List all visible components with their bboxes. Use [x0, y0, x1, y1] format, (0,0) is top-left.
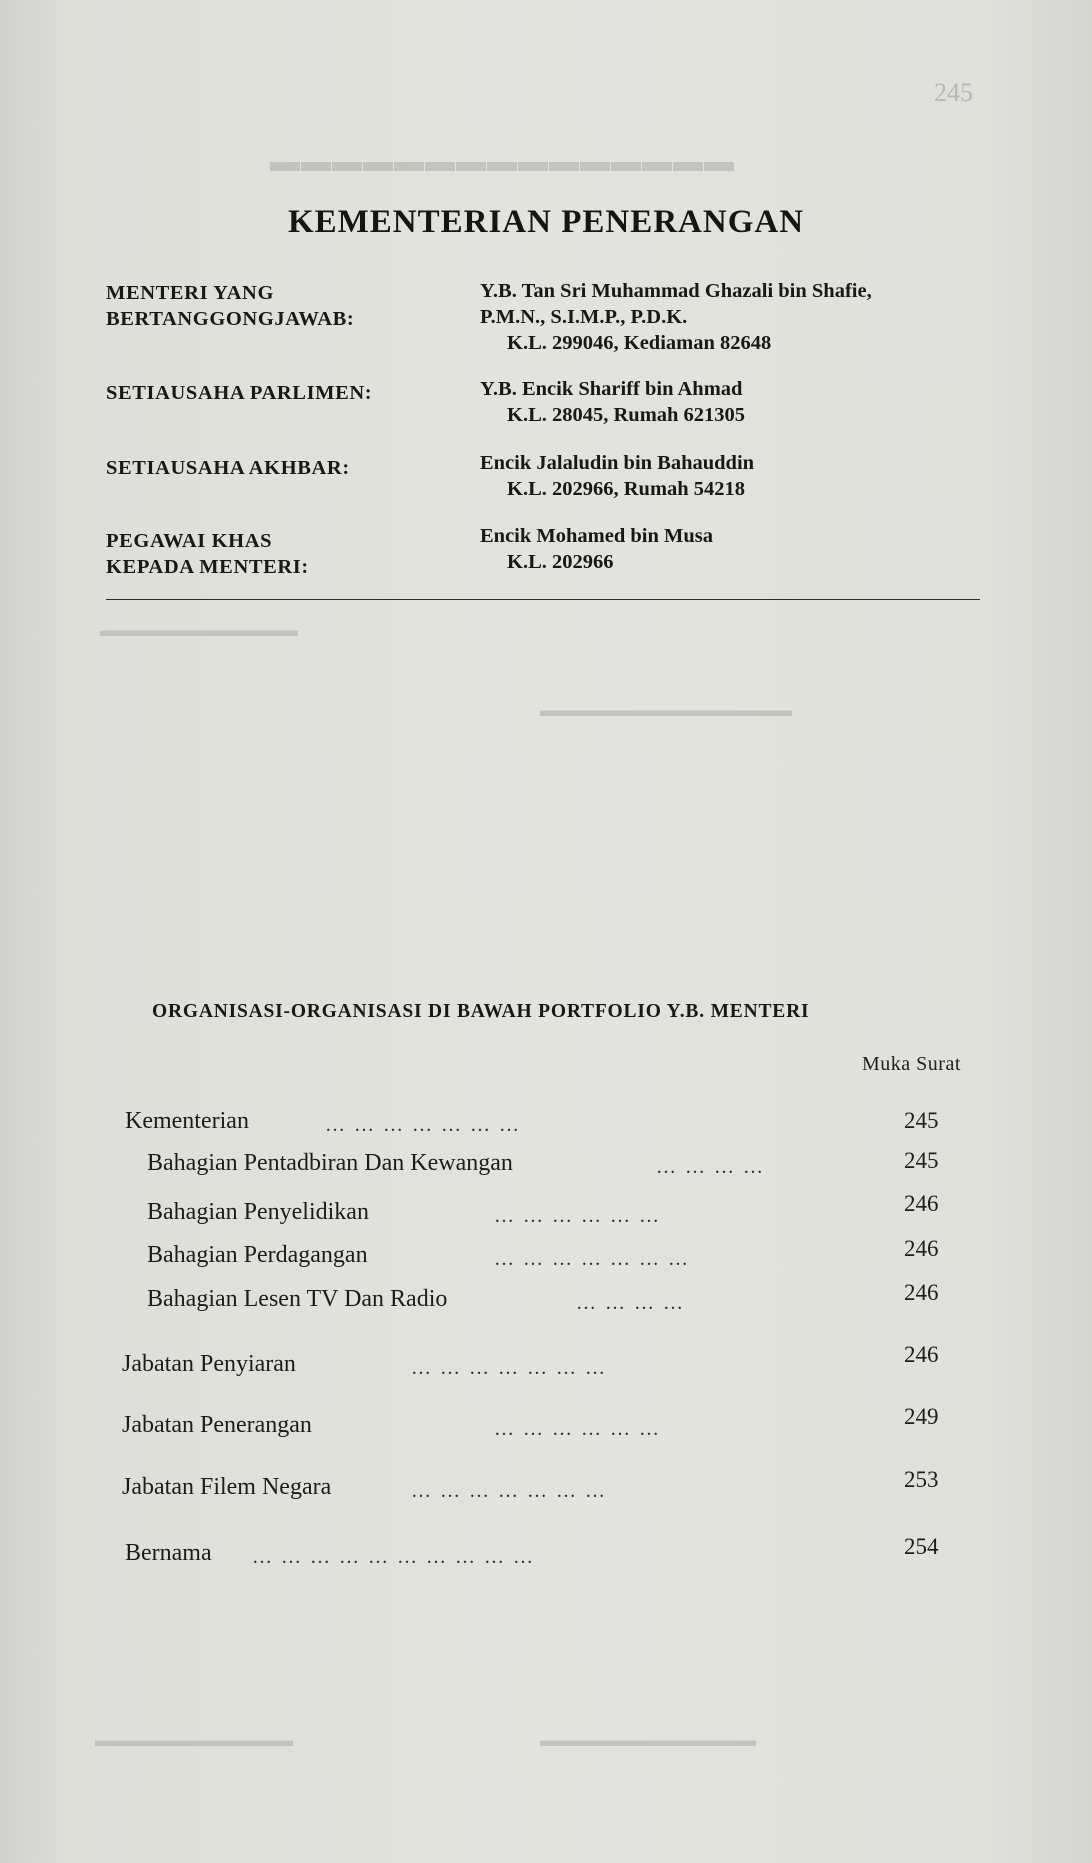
toc-label: Kementerian: [125, 1108, 249, 1134]
label-line: MENTERI YANG: [106, 282, 274, 304]
official-contact: K.L. 299046, Kediaman 82648: [507, 332, 772, 354]
official-value-press-secretary: [480, 450, 754, 502]
toc-leader-dots: … … … …: [656, 1156, 765, 1178]
official-contact: K.L. 28045, Rumah 621305: [507, 404, 746, 426]
label-line: SETIAUSAHA PARLIMEN:: [106, 382, 373, 404]
toc-page-number: 245: [904, 1148, 939, 1173]
toc-page-number: 246: [904, 1280, 939, 1305]
official-name: Y.B. Tan Sri Muhammad Ghazali bin Shafie,: [480, 280, 872, 302]
toc-entry: [0, 1108, 1092, 1142]
toc-page-number: 249: [904, 1404, 939, 1429]
official-label-parliamentary-secretary: [106, 380, 372, 406]
toc-leader-dots: … … … … … …: [494, 1205, 661, 1227]
official-value-parliamentary-secretary: [480, 376, 745, 428]
toc-leader-dots: … … … … … … …: [325, 1114, 521, 1136]
label-line: KEPADA MENTERI:: [106, 556, 309, 578]
toc-page-number: 245: [904, 1108, 939, 1133]
label-line: BERTANGGONGJAWAB:: [106, 308, 355, 330]
toc-label: Bahagian Lesen TV Dan Radio: [147, 1286, 448, 1312]
official-honours: P.M.N., S.I.M.P., P.D.K.: [480, 306, 688, 328]
toc-leader-dots: … … … … … … …: [411, 1480, 607, 1502]
official-label-special-officer: [106, 528, 309, 580]
organisations-heading: ORGANISASI-ORGANISASI DI BAWAH PORTFOLIO Y.B. MENTERI: [152, 1001, 810, 1022]
official-contact: K.L. 202966, Rumah 54218: [507, 478, 746, 500]
official-value-minister: [480, 278, 872, 356]
page-column-header: Muka Surat: [862, 1053, 961, 1075]
toc-page-number: 246: [904, 1236, 939, 1261]
toc-entry: [0, 1280, 1092, 1320]
toc-page-number: 246: [904, 1191, 939, 1216]
toc-label: Bernama: [125, 1540, 212, 1566]
toc-entry: [0, 1404, 1092, 1446]
toc-entry: [0, 1534, 1092, 1574]
official-name: Encik Mohamed bin Musa: [480, 525, 713, 547]
toc-leader-dots: … … … … … … …: [494, 1248, 690, 1270]
toc-entry: [0, 1191, 1092, 1233]
toc-entry: [0, 1236, 1092, 1276]
label-line: SETIAUSAHA AKHBAR:: [106, 457, 350, 479]
toc-label: Jabatan Filem Negara: [122, 1474, 332, 1500]
toc-entry: [0, 1342, 1092, 1385]
official-label-press-secretary: [106, 455, 350, 481]
toc-leader-dots: … … … … … … …: [411, 1357, 607, 1379]
official-name: Encik Jalaludin bin Bahauddin: [480, 452, 755, 474]
toc-page-number: 246: [904, 1342, 939, 1367]
toc-label: Bahagian Perdagangan: [147, 1242, 368, 1268]
toc-leader-dots: … … … …: [576, 1292, 685, 1314]
toc-page-number: 254: [904, 1534, 939, 1559]
document-page: ▬▬▬▬▬▬▬▬▬▬▬▬▬▬▬ ▬▬▬▬▬▬▬▬▬▬▬ ▬▬▬▬▬▬▬▬▬▬▬▬▬▬ ▬▬▬▬▬▬▬▬▬▬▬ ▬▬▬▬▬▬▬▬▬▬▬▬ 245 KEMENTERIAN PENERANGAN MENTERI YANG BERTANGGONGJAWAB: Y.B. Tan Sri Muhammad Ghazali bin Shafie, P.M.N., S.I.M.P., P.D.K. K.L. 299046, Kediaman 82648 SETIAUSAHA PARLIMEN: Y.B. Encik Shariff bin Ahmad K.L. 28045, Rumah 621305 SETIAUSAHA AKHBAR: Encik Jalaludin bin Bahauddin K.L. 202966, Rumah 54218 PEGAWAI KHAS KEPADA MENTERI: Encik Mohamed bin Musa K.L. 202966 ORGANISASI-ORGANISASI DI BAWAH PORTFOLIO Y.B. MENTERI Muka Surat Kementerian … … … … … … … 245 Bahagian Pentadbiran Dan Kewangan … … … … 245 Bahagian Penyelidikan … … … … … … 246 Bahagian Perdagangan … … … … … … … 246 Bahagian Lesen TV Dan Radio … … … … 246 Jabatan Penyiaran … … … … … … … 246 Jabatan Penerangan … … … … … … 249 Jabatan Filem Negara … … … … … … … 253 Bernama … … … … … … … … … … 254: [0, 0, 1092, 1863]
official-label-minister: [106, 280, 354, 332]
official-contact: K.L. 202966: [507, 551, 614, 573]
page-number: 245: [934, 78, 973, 107]
toc-leader-dots: … … … … … …: [494, 1418, 661, 1440]
toc-label: Bahagian Penyelidikan: [147, 1199, 369, 1225]
toc-label: Jabatan Penerangan: [122, 1412, 312, 1438]
official-value-special-officer: [480, 523, 713, 575]
toc-page-number: 253: [904, 1467, 939, 1492]
label-line: PEGAWAI KHAS: [106, 530, 273, 552]
toc-leader-dots: … … … … … … … … … …: [252, 1546, 535, 1568]
toc-label: Jabatan Penyiaran: [122, 1351, 296, 1377]
toc-entry: [0, 1150, 1092, 1184]
page-title: KEMENTERIAN PENERANGAN: [287, 204, 805, 240]
section-divider: [106, 599, 980, 600]
toc-entry: [0, 1467, 1092, 1508]
official-name: Y.B. Encik Shariff bin Ahmad: [480, 378, 743, 400]
toc-label: Bahagian Pentadbiran Dan Kewangan: [147, 1150, 513, 1176]
